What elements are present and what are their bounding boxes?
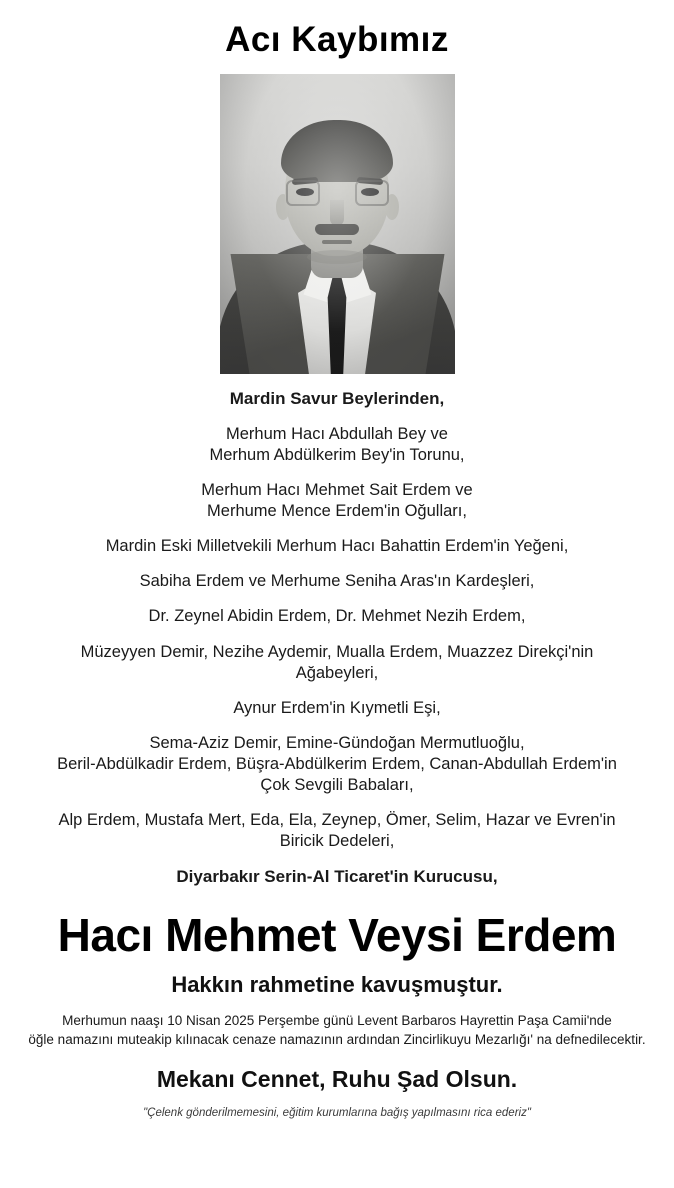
- relation-line: Müzeyyen Demir, Nezihe Aydemir, Mualla Erdem, Muazzez Direkçi'nin Ağabeyleri,: [80, 642, 594, 682]
- relation-line: Merhum Hacı Abdullah Bey ve Merhum Abdülkerim Bey'in Torunu,: [209, 424, 465, 464]
- relation-line: Mardin Eski Milletvekili Merhum Hacı Bahattin Erdem'in Yeğeni,: [105, 537, 569, 556]
- relation-line: Merhum Hacı Mehmet Sait Erdem ve Merhume Mence Erdem'in Oğulları,: [201, 480, 473, 521]
- relation-line: Sabiha Erdem ve Merhume Seniha Aras'ın Kardeşleri,: [139, 572, 535, 591]
- relation-line: Dr. Zeynel Abidin Erdem, Dr. Mehmet Nezih Erdem,: [148, 607, 526, 626]
- closing-prayer: Mekanı Cennet, Ruhu Şad Olsun.: [156, 1065, 518, 1092]
- relation-line: Alp Erdem, Mustafa Mert, Eda, Ela, Zeynep, Ömer, Selim, Hazar ve Evren'in Biricik Dedeleri,: [58, 811, 616, 851]
- deceased-name: Hacı Mehmet Veysi Erdem: [57, 909, 617, 962]
- relation-line: Sema-Aziz Demir, Emine-Gündoğan Mermutluoğlu, Beril-Abdülkadir Erdem, Büşra-Abdülkerim Erdem, Canan-Abdullah Erdem'in Çok Sevgili Babaları,: [57, 733, 617, 795]
- relation-line: Diyarbakır Serin-Al Ticaret'in Kurucusu,: [176, 867, 498, 887]
- relation-line: Aynur Erdem'in Kıymetli Eşi,: [233, 698, 441, 717]
- funeral-details: Merhumun naaşı 10 Nisan 2025 Perşembe günü Levent Barbaros Hayrettin Paşa Camii'nde öğle namazını muteakip kılınacak cenaze namazının ardından Zincirlikuyu Mezarlığı' na defnedilecektir.: [28, 1013, 646, 1048]
- rest-message: Hakkın rahmetine kavuşmuştur.: [171, 972, 503, 998]
- donation-note: "Çelenk gönderilmemesini, eğitim kurumlarına bağış yapılmasını rica ederiz": [143, 1106, 531, 1119]
- page-title: Acı Kaybımız: [225, 20, 449, 59]
- portrait-photo: [220, 74, 455, 374]
- relation-line: Mardin Savur Beylerinden,: [229, 389, 445, 408]
- portrait-photo-image: [220, 74, 455, 374]
